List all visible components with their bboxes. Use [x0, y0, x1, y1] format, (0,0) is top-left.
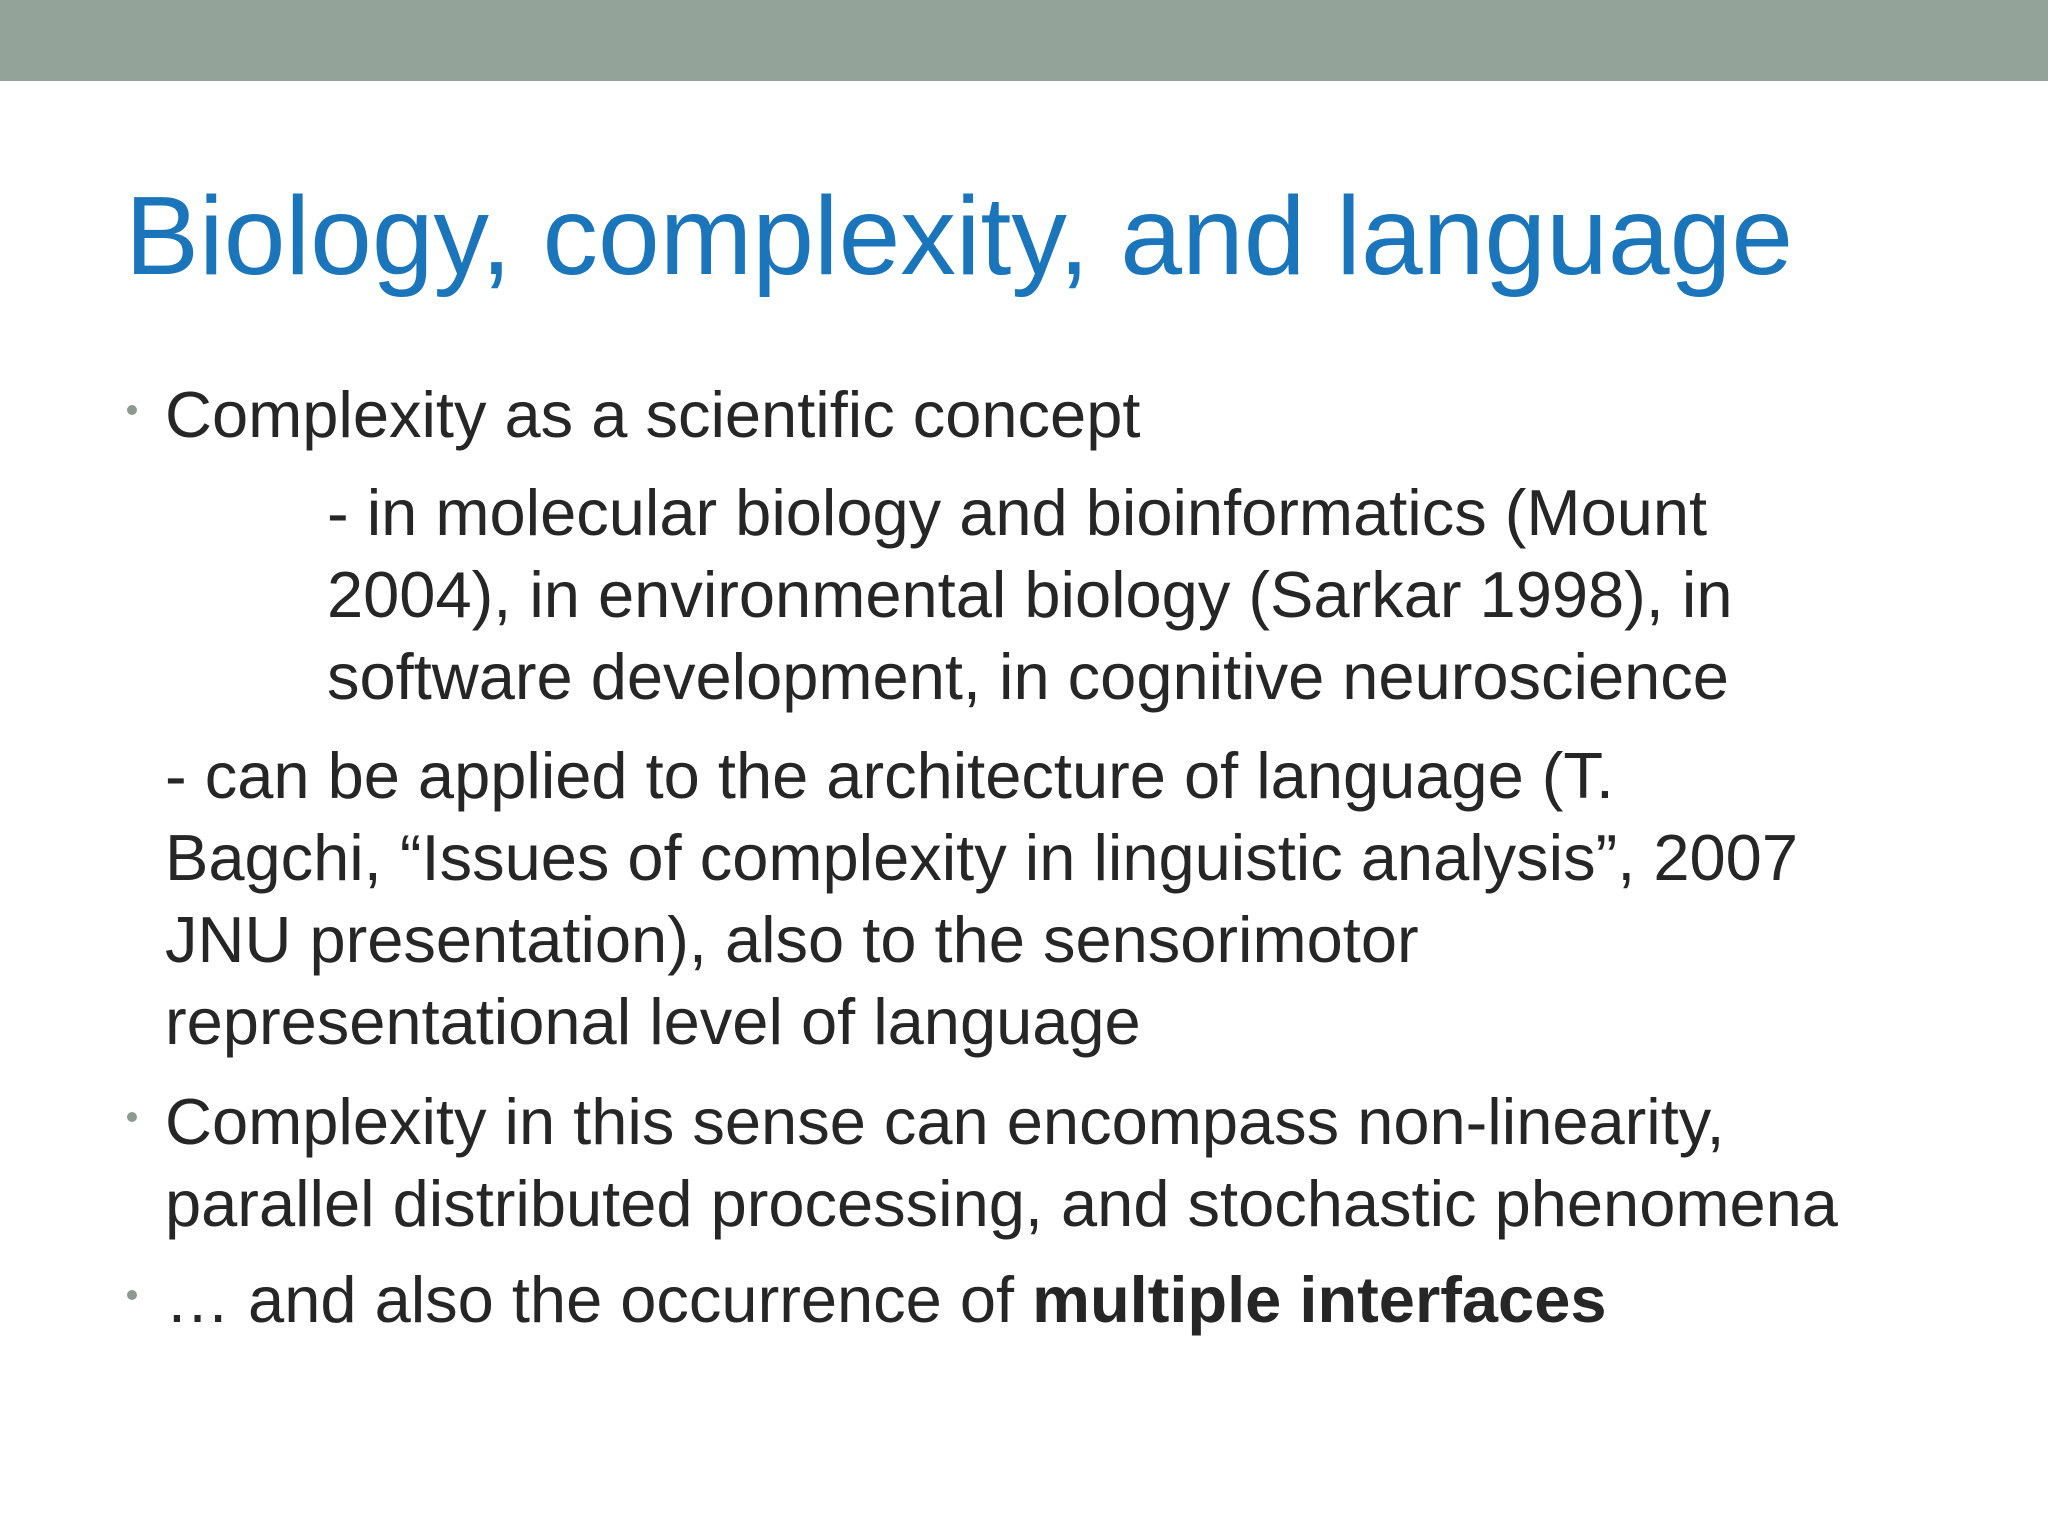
bullet-2-line-1: Complexity in this sense can encompass non-linearity,: [165, 1085, 1725, 1158]
bullet-3-text: [165, 1259, 1607, 1341]
bullet-dot-1: [127, 405, 137, 415]
sub-item-2-line-3: JNU presentation), also to the sensorimotor: [165, 903, 1419, 976]
bullet-1-text: Complexity as a scientific concept: [165, 378, 1141, 451]
top-accent-bar: [0, 0, 2048, 81]
slide-title: Biology, complexity, and language: [125, 174, 1794, 298]
bullet-dot-2: [127, 1112, 137, 1122]
bullet-3-prefix: … and also the occurrence of: [165, 1263, 1033, 1336]
bullet-dot-3: [127, 1290, 137, 1300]
sub-item-2-line-4: representational level of language: [165, 985, 1141, 1058]
sub-item-2-line-1: - can be applied to the architecture of language (T.: [165, 739, 1614, 812]
sub-item-1-line-1: - in molecular biology and bioinformatics (Mount: [327, 476, 1708, 549]
sub-item-1-line-3: software development, in cognitive neuroscience: [327, 640, 1729, 713]
bullet-3-emphasis: multiple interfaces: [1032, 1263, 1607, 1336]
sub-item-1-line-2: 2004), in environmental biology (Sarkar 1998), in: [327, 558, 1733, 631]
bullet-2-line-2: parallel distributed processing, and stochastic phenomena: [165, 1167, 1838, 1240]
sub-item-2-line-2: Bagchi, “Issues of complexity in linguistic analysis”, 2007: [165, 821, 1798, 894]
